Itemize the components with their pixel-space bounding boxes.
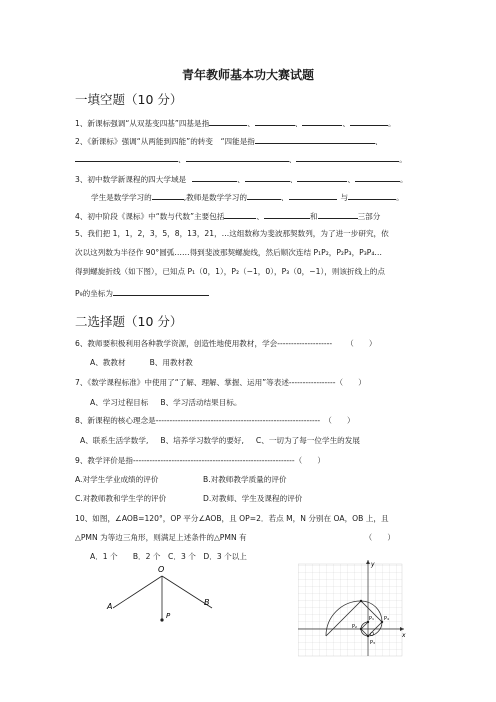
answer-blank[interactable] — [264, 210, 310, 219]
question-2: 2、《新课标》强调“从两能到四能”的转变 “四能是指 、 — [75, 137, 383, 146]
answer-blank[interactable] — [224, 210, 256, 219]
answer-blank[interactable] — [152, 191, 184, 200]
question-9-options-row-2 — [75, 494, 496, 504]
option-b[interactable]: B、培养学习数学的要好, — [160, 436, 244, 445]
answer-blank[interactable] — [350, 117, 388, 126]
answer-blank[interactable] — [318, 210, 358, 219]
question-2-line-2: 、 、 。 — [75, 153, 496, 165]
answer-blank[interactable] — [296, 153, 399, 162]
answer-blank[interactable] — [209, 117, 247, 126]
option-b[interactable]: B.对教师教学质量的评价 — [203, 475, 287, 484]
question-2-text: 2、《新课标》强调“从两能到四能”的转变 “四能是指 — [75, 137, 255, 146]
question-6: 6、教师要积极利用各种教学资源，创造性地使用教材，学会-------------------- （ ） — [75, 339, 377, 348]
answer-paren[interactable]: （ ） — [335, 378, 366, 387]
question-5-line-1: 5、我们把 1，1，2，3，5，8，13，21，…这组数称为斐波那契数列，为了进一步研究，依 — [75, 229, 389, 238]
question-10-line-1: 10、如图，∠AOB=120°，OP 平分∠AOB，且 OP=2．若点 M，N 分别在 OA，OB 上，且 — [75, 514, 389, 523]
answer-paren[interactable]: （ ） — [324, 416, 355, 425]
answer-blank[interactable] — [192, 173, 237, 182]
question-3: 3、初中数学新课程的四大学域是 、 、 、 。 — [75, 175, 408, 184]
label-a: A — [107, 602, 113, 611]
answer-blank[interactable] — [297, 173, 347, 182]
option-a[interactable]: A、教教材 — [90, 358, 126, 367]
question-5-line-2: 次以这列数为半径作 90°圆弧……得到斐波那契螺旋线，然后顺次连结 P₁P₂，P₂P₃，P₃P₄… — [75, 248, 383, 257]
label-b: B — [204, 598, 210, 607]
option-a[interactable]: A、联系生活学数学, — [80, 436, 149, 445]
answer-blank[interactable] — [355, 173, 400, 182]
question-3-line-2: 学生是数学学习的 ,教师是数学学习的 、 与 。 — [91, 193, 404, 202]
answer-blank[interactable] — [255, 117, 295, 126]
question-5-line-4: P₉的坐标为 — [75, 287, 496, 299]
question-6-options — [90, 358, 496, 368]
option-d[interactable]: D.对教师、学生及课程的评价 — [203, 494, 303, 503]
question-8: 8、新课程的核心理念是------------------------------------------------------------ （ ） — [75, 416, 355, 425]
question-5-line-3: 得到螺旋折线（如下图），已知点 P₁（0，1），P₂（−1，0），P₃（0，−1），则该折线上的点 — [75, 267, 385, 276]
label-origin: O — [370, 632, 374, 638]
question-9-options-row-1 — [75, 475, 496, 485]
answer-blank[interactable] — [245, 173, 290, 182]
question-3-text: 3、初中数学新课程的四大学域是 — [75, 175, 187, 184]
label-x: x — [402, 632, 406, 639]
question-9: 9、教学评价是指-----------------------------------------------------------（ ） — [75, 456, 326, 465]
option-a[interactable]: A.对学生学业成绩的评价 — [75, 475, 159, 484]
question-7: 7、《数学课程标准》中使用了“了解、理解、掌握、运用”等表述-----------------（ ） — [75, 378, 366, 387]
page-title: 青年教师基本功大赛试题 — [181, 68, 314, 82]
option-b[interactable]: B、用教材教 — [149, 358, 193, 367]
answer-blank[interactable] — [186, 153, 289, 162]
question-1-text: 1、新课标强调“从双基变四基”四基是指 — [75, 119, 210, 128]
answer-blank[interactable] — [289, 191, 337, 200]
option-c[interactable]: C.对教师教和学生学的评价 — [75, 494, 167, 503]
question-1: 1、新课标强调“从双基变四基”四基是指 、 、 、 。 — [75, 119, 396, 128]
section-choice-heading: 二选择题（10 分） — [75, 314, 183, 329]
question-10-options[interactable]: A．1 个 B．2 个 C．3 个 D．3 个以上 — [90, 552, 247, 561]
angle-figure — [100, 562, 230, 642]
answer-blank[interactable] — [255, 135, 375, 144]
question-7-options — [90, 398, 496, 408]
answer-paren[interactable]: （ ） — [294, 456, 326, 465]
label-o: O — [158, 565, 165, 574]
label-p4: P₄ — [384, 616, 390, 622]
answer-blank[interactable] — [75, 153, 178, 162]
answer-blank[interactable] — [302, 117, 342, 126]
section-fill-in-heading: 一填空题（10 分） — [75, 92, 183, 107]
answer-paren[interactable]: （ ） — [346, 339, 377, 348]
option-c[interactable]: C、一切为了每一位学生的发展 — [255, 436, 360, 445]
answer-blank[interactable] — [348, 191, 396, 200]
label-p: P — [166, 612, 171, 620]
answer-blank[interactable] — [247, 191, 281, 200]
label-y: y — [371, 561, 375, 568]
answer-paren[interactable]: （ ） — [364, 533, 396, 542]
question-4: 4、初中阶段《课标》中“数与代数”主要包括 、 和 三部分 — [75, 212, 381, 221]
option-b[interactable]: B、学习活动结果目标。 — [160, 398, 242, 407]
label-p3: P₃ — [370, 640, 376, 646]
label-p1: P₁ — [369, 616, 375, 622]
option-a[interactable]: A、学习过程目标 — [90, 398, 149, 407]
question-10-line-2: △PMN 为等边三角形，则满足上述条件的△PMN 有 （ ） — [75, 533, 396, 542]
question-8-options — [80, 436, 496, 446]
spiral-figure — [298, 558, 410, 658]
answer-blank[interactable] — [113, 287, 209, 296]
label-p2: P₂ — [352, 624, 358, 630]
